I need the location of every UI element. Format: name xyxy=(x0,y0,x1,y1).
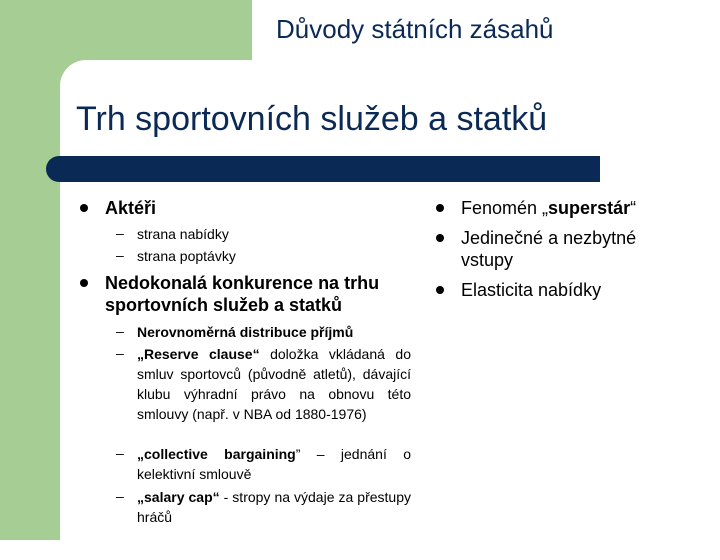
bullet-icon xyxy=(80,204,88,212)
slide-title: Trh sportovních služeb a statků xyxy=(76,100,548,138)
dash-icon: – xyxy=(116,225,124,241)
imperfect-item: Nerovnoměrná distribuce příjmů xyxy=(137,324,354,340)
imperfect-competition-label: Nedokonalá konkurence na trhu sportovních služeb a statků xyxy=(105,273,380,315)
dash-icon: – xyxy=(116,445,124,461)
title-underline-bar xyxy=(46,156,600,182)
right-item: Jedinečné a nezbytné vstupy xyxy=(461,228,637,270)
imperfect-item: „Reserve clause“ doložka vkládaná do smluv sportovců (původně atletů), dávající klubu výhradní právo na obnovu této smlouvy (např. v NBA od 1880-1976) xyxy=(137,346,411,422)
header-title: Důvody státních zásahů xyxy=(276,14,554,44)
dash-icon: – xyxy=(116,488,124,504)
imperfect-item: „salary cap“ - stropy na výdaje za přestupy hráčů xyxy=(137,489,411,525)
bullet-icon xyxy=(436,204,444,212)
bullet-icon xyxy=(436,234,444,242)
actors-label: Aktéři xyxy=(105,198,157,218)
bullet-icon xyxy=(80,279,88,287)
actors-item: strana poptávky xyxy=(137,248,236,264)
right-item: Elasticita nabídky xyxy=(461,280,602,300)
bullet-icon xyxy=(436,286,444,294)
actors-item: strana nabídky xyxy=(137,226,229,242)
dash-icon: – xyxy=(116,323,124,339)
dash-icon: – xyxy=(116,345,124,361)
right-item: Fenomén „superstár“ xyxy=(461,198,637,218)
imperfect-item: „collective bargaining” – jednání o kelektivní smlouvě xyxy=(137,446,411,482)
dash-icon: – xyxy=(116,247,124,263)
